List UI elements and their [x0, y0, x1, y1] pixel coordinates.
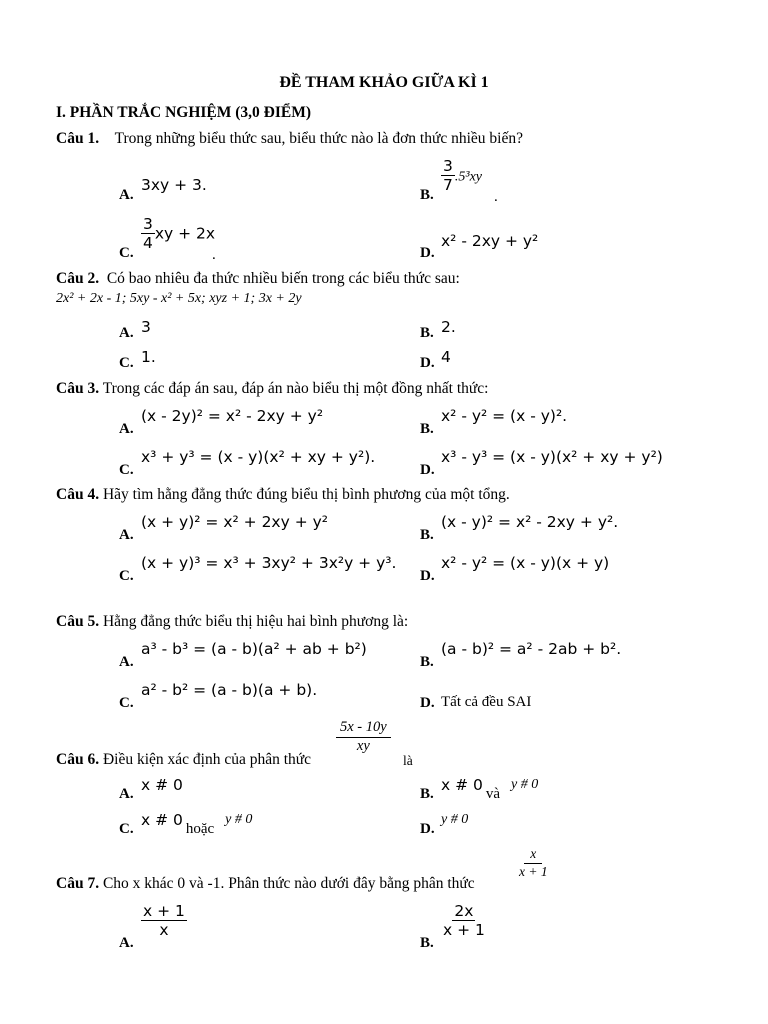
q6-option-a-label: A. [119, 786, 134, 802]
q4-option-d[interactable]: x² - y² = (x - y)(x + y) [441, 554, 610, 572]
q6-option-d[interactable]: y # 0 [441, 812, 469, 827]
q6-option-b-label: B. [420, 786, 434, 802]
q2-option-d[interactable]: 4 [441, 348, 451, 366]
question-2-expressions: 2x² + 2x - 1; 5xy - x² + 5x; xyz + 1; 3x + 2y [56, 291, 302, 306]
question-7 [56, 875, 475, 893]
q3-option-c-label: C. [119, 462, 134, 478]
question-5-number: Câu 5. [56, 613, 100, 630]
q2-option-a[interactable]: 3 [141, 318, 151, 336]
section-heading: I. PHẦN TRẮC NGHIỆM (3,0 ĐIỂM) [56, 104, 312, 121]
q4-option-d-label: D. [420, 568, 435, 584]
q5-option-a[interactable]: a³ - b³ = (a - b)(a² + ab + b²) [141, 640, 367, 658]
q4-option-b[interactable]: (x - y)² = x² - 2xy + y². [441, 513, 619, 531]
q2-option-d-label: D. [420, 355, 435, 371]
q6-option-d-label: D. [420, 821, 435, 837]
q1-option-a[interactable]: 3xy + 3. [141, 176, 207, 194]
q3-option-a-label: A. [119, 421, 134, 437]
q2-option-a-label: A. [119, 325, 134, 341]
q2-option-c-label: C. [119, 355, 134, 371]
q6-option-a[interactable]: x # 0 [141, 776, 183, 794]
q4-option-b-label: B. [420, 527, 434, 543]
q5-option-c-label: C. [119, 695, 134, 711]
question-4-text: Hãy tìm hằng đẳng thức đúng biểu thị bình phương của một tổng. [102, 486, 510, 503]
q3-option-c[interactable]: x³ + y³ = (x - y)(x² + xy + y²). [141, 448, 376, 466]
q1-option-b[interactable]: $\frac{3}{7}$ .5³xy [443, 157, 482, 195]
question-4 [56, 486, 510, 504]
q1-option-d-label: D. [420, 245, 435, 261]
question-3 [56, 380, 488, 398]
q3-option-b[interactable]: x² - y² = (x - y)². [441, 407, 568, 425]
q5-option-b[interactable]: (a - b)² = a² - 2ab + b². [441, 640, 622, 658]
question-7-number: Câu 7. [56, 875, 100, 892]
question-1 [56, 130, 523, 148]
q2-option-b[interactable]: 2. [441, 318, 456, 336]
question-1-text: Trong những biểu thức sau, biểu thức nào là đơn thức nhiều biến? [114, 130, 523, 147]
q1-option-b-label: B. [420, 187, 434, 203]
q3-option-b-label: B. [420, 421, 434, 437]
q7-fraction: $\frac{x}{x + 1}$ [519, 846, 548, 880]
question-2 [56, 270, 460, 288]
q5-option-b-label: B. [420, 654, 434, 670]
q4-option-a[interactable]: (x + y)² = x² + 2xy + y² [141, 513, 328, 531]
q7-option-b[interactable]: $\frac{2x}{x + 1}$ [443, 902, 485, 940]
q5-option-d-label: D. [420, 695, 435, 711]
question-5 [56, 613, 408, 631]
question-3-number: Câu 3. [56, 380, 100, 397]
q5-option-c[interactable]: a² - b² = (a - b)(a + b). [141, 681, 318, 699]
q3-option-d[interactable]: x³ - y³ = (x - y)(x² + xy + y²) [441, 448, 663, 466]
q4-option-c-label: C. [119, 568, 134, 584]
question-2-text: Có bao nhiêu đa thức nhiều biến trong các biểu thức sau: [106, 270, 460, 287]
q1-option-c-label: C. [119, 245, 134, 261]
question-6-text: Điều kiện xác định của phân thức [102, 751, 312, 768]
question-2-number: Câu 2. [56, 270, 100, 287]
q6-fraction: $\frac{5x - 10y}{xy}$ [336, 720, 391, 754]
q6-after-text: là [403, 753, 413, 768]
q2-option-c[interactable]: 1. [141, 348, 156, 366]
q1-option-b-dot: . [494, 189, 498, 205]
q6-option-c-label: C. [119, 821, 134, 837]
q2-option-b-label: B. [420, 325, 434, 341]
question-4-number: Câu 4. [56, 486, 100, 503]
question-6 [56, 751, 311, 769]
q7-option-a-label: A. [119, 935, 134, 951]
q6-option-c[interactable]: x # 0 hoặc y # 0 [141, 811, 253, 837]
q1-option-d[interactable]: x² - 2xy + y² [441, 232, 539, 250]
q7-option-b-label: B. [420, 935, 434, 951]
q5-option-a-label: A. [119, 654, 134, 670]
q6-option-b[interactable]: x # 0 và y # 0 [441, 776, 539, 802]
q5-option-d[interactable]: Tất cả đều SAI [441, 694, 532, 710]
question-1-number: Câu 1. [56, 130, 100, 147]
question-7-text: Cho x khác 0 và -1. Phân thức nào dưới đây bằng phân thức [102, 875, 475, 892]
q3-option-a[interactable]: (x - 2y)² = x² - 2xy + y² [141, 407, 324, 425]
q7-option-a[interactable]: $\frac{x + 1}{x}$ [143, 902, 185, 940]
q4-option-c[interactable]: (x + y)³ = x³ + 3xy² + 3x²y + y³. [141, 554, 397, 572]
q1-option-c[interactable]: $\frac{3}{4}$ xy + 2x [143, 215, 216, 253]
q1-option-c-dot: . [212, 247, 216, 263]
question-3-text: Trong các đáp án sau, đáp án nào biểu thị một đồng nhất thức: [102, 380, 489, 397]
question-5-text: Hằng đẳng thức biểu thị hiệu hai bình phương là: [102, 613, 409, 630]
page-title: ĐỀ THAM KHẢO GIỮA KÌ 1 [279, 74, 489, 91]
q3-option-d-label: D. [420, 462, 435, 478]
q1-option-a-label: A. [119, 187, 134, 203]
question-6-number: Câu 6. [56, 751, 100, 768]
q4-option-a-label: A. [119, 527, 134, 543]
